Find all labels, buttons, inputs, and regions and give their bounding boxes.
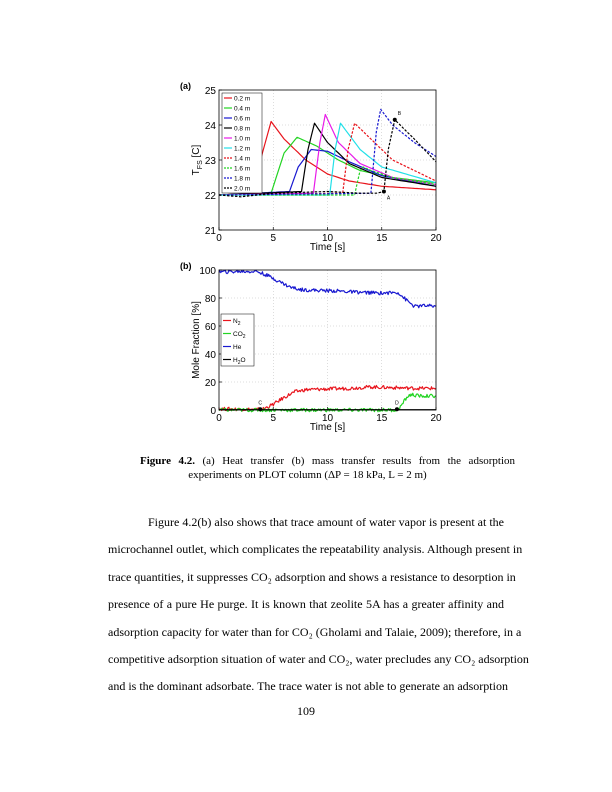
- x-tick-label: 15: [376, 413, 388, 424]
- legend-entry: 0.6 m: [234, 115, 251, 123]
- y-tick-label: 60: [204, 322, 216, 333]
- x-tick-label: 0: [216, 413, 222, 424]
- y-tick-label: 80: [204, 294, 216, 305]
- legend-entry: 0.4 m: [234, 105, 251, 113]
- y-tick-label: 100: [199, 266, 216, 277]
- caption-label: Figure 4.2.: [140, 455, 195, 467]
- y-axis-label: Mole Fraction [%]: [191, 301, 202, 379]
- chart-panel-a: [180, 81, 442, 253]
- annotation-label: D: [395, 400, 399, 407]
- x-tick-label: 0: [216, 233, 222, 244]
- annotation-marker: [395, 407, 399, 411]
- legend-entry: 2.0 m: [234, 185, 251, 193]
- panel-label: (a): [180, 81, 191, 91]
- y-tick-label: 20: [204, 378, 216, 389]
- annotation-label: C: [258, 400, 263, 407]
- chart-panel-b: [180, 261, 442, 433]
- panel-label: (b): [180, 261, 192, 271]
- x-tick-label: 15: [376, 233, 388, 244]
- x-tick-label: 20: [430, 413, 442, 424]
- caption-line-2: experiments on PLOT column (ΔP = 18 kPa, L = 2 m): [188, 469, 427, 481]
- legend-entry: He: [233, 344, 242, 351]
- legend-entry: 1.4 m: [234, 155, 251, 163]
- annotation-marker: [393, 118, 397, 122]
- x-tick-label: 20: [430, 233, 442, 244]
- legend-entry: $H_2O$: [233, 357, 246, 366]
- body-line: adsorption capacity for water than for CO₂ (Gholami and Talaie, 2009); therefore, in a: [108, 624, 522, 639]
- legend-entry: $N_2$: [233, 318, 241, 327]
- annotation-label: A: [386, 195, 391, 202]
- y-tick-label: 25: [204, 86, 216, 97]
- legend-entry: 0.8 m: [234, 125, 251, 133]
- x-tick-label: 5: [270, 413, 277, 424]
- legend-entry: $CO_2$: [233, 331, 246, 340]
- caption-line-1: (a) Heat transfer (b) mass transfer results from the adsorption: [202, 455, 515, 467]
- y-tick-label: 23: [204, 156, 216, 167]
- x-tick-label: 10: [321, 413, 334, 424]
- body-line: trace quantities, it suppresses CO₂ adsorption and shows a resistance to desorption in: [108, 569, 516, 584]
- y-tick-label: 40: [204, 350, 216, 361]
- legend-entry: 1.2 m: [234, 145, 251, 153]
- annotation-label: B: [397, 110, 402, 117]
- body-text: [108, 514, 529, 706]
- x-axis-label: Time [s]: [309, 242, 346, 253]
- y-tick-label: 24: [204, 121, 216, 132]
- figure-caption: [140, 454, 515, 482]
- body-line: presence of a pure He purge. It is known that zeolite 5A has a greater affinity and: [108, 597, 504, 612]
- x-axis-label: Time [s]: [309, 422, 346, 433]
- legend-entry: 1.0 m: [234, 135, 251, 143]
- body-line: Figure 4.2(b) also shows that trace amount of water vapor is present at the: [148, 515, 504, 529]
- y-tick-label: 0: [210, 406, 216, 417]
- annotation-marker: [258, 407, 262, 411]
- y-axis-label: $T_{FS}$ [C]: [191, 144, 204, 176]
- legend-entry: 0.2 m: [234, 95, 251, 103]
- x-tick-label: 5: [270, 233, 277, 244]
- body-line: competitive adsorption situation of water and CO₂, water precludes any CO₂ adsorption: [108, 651, 529, 666]
- legend-entry: 1.8 m: [234, 175, 251, 183]
- x-tick-label: 10: [321, 233, 334, 244]
- body-line: microchannel outlet, which complicates the repeatability analysis. Although present in: [108, 542, 523, 557]
- annotation-marker: [382, 190, 386, 194]
- legend-entry: 1.6 m: [234, 165, 251, 173]
- y-tick-label: 21: [204, 226, 216, 237]
- body-line: and is the dominant adsorbate. The trace water is not able to generate an adsorption: [108, 679, 508, 694]
- page-number: 109: [297, 704, 315, 718]
- y-tick-label: 22: [204, 191, 216, 202]
